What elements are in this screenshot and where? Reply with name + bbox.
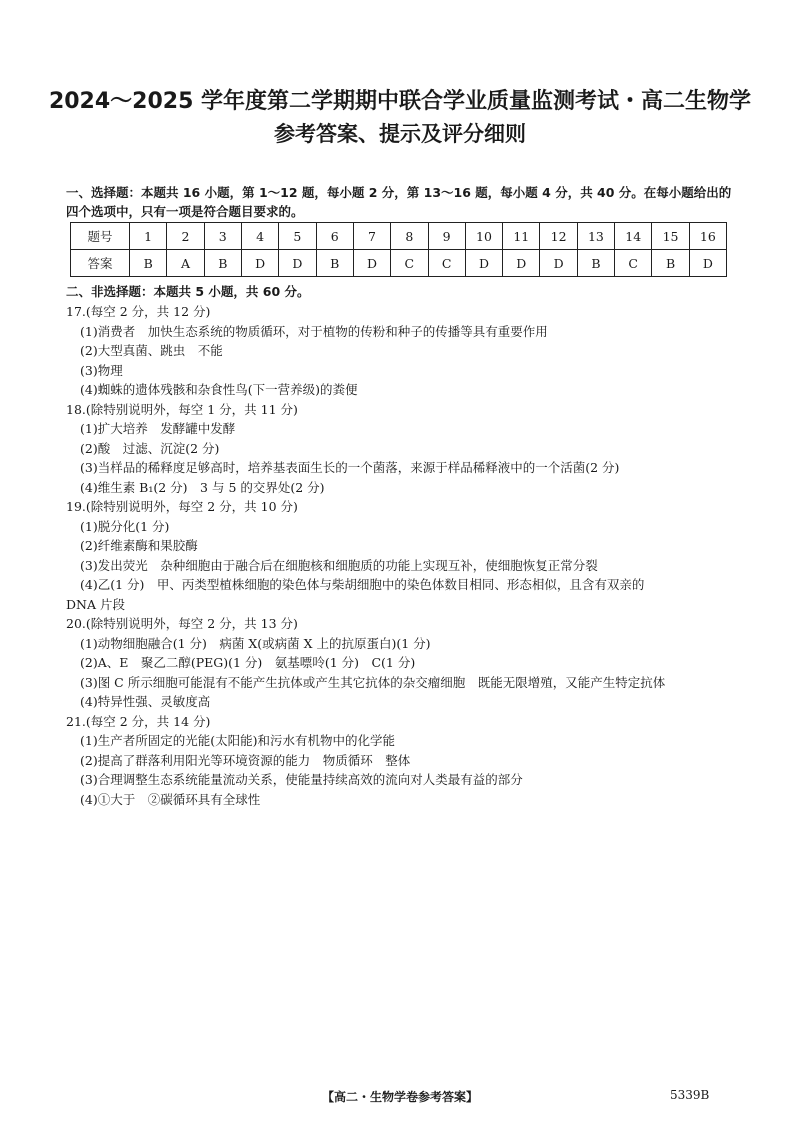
page-subtitle: 参考答案、提示及评分细则 xyxy=(274,122,526,146)
answer-line: (3)发出荧光 杂种细胞由于融合后在细胞核和细胞质的功能上实现互补，使细胞恢复正常分裂 xyxy=(80,557,598,573)
question-number-cell: 10 xyxy=(465,223,502,250)
answer-line: (1)脱分化(1 分) xyxy=(80,518,170,534)
answer-line: (2)提高了群落利用阳光等环境资源的能力 物质循环 整体 xyxy=(80,752,411,768)
answer-cell: D xyxy=(353,250,390,277)
question-number-cell: 9 xyxy=(428,223,465,250)
question-number-cell: 16 xyxy=(689,223,726,250)
answer-cell: B xyxy=(577,250,614,277)
page-footer: 【高二・生物学卷参考答案】 xyxy=(321,1090,478,1104)
question-number-cell: 4 xyxy=(241,223,278,250)
question-number-cell: 11 xyxy=(503,223,540,250)
section-2-heading: 二、非选择题：本题共 5 小题，共 60 分。 xyxy=(66,284,310,299)
answer-line: (1)生产者所固定的光能(太阳能)和污水有机物中的化学能 xyxy=(80,733,395,748)
answer-cell: B xyxy=(652,250,689,277)
paper-code: 5339B xyxy=(670,1088,710,1102)
answer-line: (2)纤维素酶和果胶酶 xyxy=(80,538,198,553)
question-header-line: 18.(除特别说明外，每空 1 分，共 11 分) xyxy=(66,401,298,417)
answer-line: (4)乙(1 分) 甲、丙类型植株细胞的染色体与柴胡细胞中的染色体数目相同、形态相似，且含有双亲的 xyxy=(80,577,645,592)
answer-cell: D xyxy=(689,250,726,277)
answer-cell: D xyxy=(465,250,502,277)
answer-line: (4)①大于 ②碳循环具有全球性 xyxy=(80,791,261,807)
question-header-line: 19.(除特别说明外，每空 2 分，共 10 分) xyxy=(66,499,298,514)
answer-cell: C xyxy=(391,250,428,277)
answer-line: (3)图 C 所示细胞可能混有不能产生抗体或产生其它抗体的杂交瘤细胞 既能无限增殖，又能产生特定抗体 xyxy=(80,674,666,690)
section-1-heading: 一、选择题：本题共 16 小题，第 1～12 题，每小题 2 分，第 13～16 题，每小题 4 分，共 40 分。在每小题给出的四个选项中，只有一项是符合题目要求的。 xyxy=(66,185,732,219)
answer-line: (3)合理调整生态系统能量流动关系，使能量持续高效的流向对人类最有益的部分 xyxy=(80,772,523,787)
question-number-cell: 3 xyxy=(204,223,241,250)
answer-cell: B xyxy=(316,250,353,277)
answer-cell: D xyxy=(503,250,540,277)
question-number-cell: 1 xyxy=(130,223,167,250)
question-number-cell: 14 xyxy=(615,223,652,250)
answer-line: (2)A、E 聚乙二醇(PEG)(1 分) 氨基嘌呤(1 分) C(1 分) xyxy=(80,655,416,670)
row-label-question-number: 题号 xyxy=(71,223,130,250)
answer-line: (4)蜘蛛的遗体残骸和杂食性鸟(下一营养级)的粪便 xyxy=(80,382,358,397)
question-number-row xyxy=(71,223,727,250)
question-number-cell: 12 xyxy=(540,223,577,250)
answer-line: (1)消费者 加快生态系统的物质循环，对于植物的传粉和种子的传播等具有重要作用 xyxy=(80,323,548,339)
answer-line: (4)维生素 B₁(2 分) 3 与 5 的交界处(2 分) xyxy=(80,479,325,495)
question-number-cell: 7 xyxy=(353,223,390,250)
answer-line: (1)扩大培养 发酵罐中发酵 xyxy=(80,421,236,436)
answer-cell: B xyxy=(130,250,167,277)
answer-line: (2)大型真菌、跳虫 不能 xyxy=(80,343,223,358)
answer-cell: D xyxy=(279,250,316,277)
row-label-answer: 答案 xyxy=(71,250,130,277)
answer-table xyxy=(70,222,727,277)
answer-line: (1)动物细胞融合(1 分) 病菌 X(或病菌 X 上的抗原蛋白)(1 分) xyxy=(80,635,431,651)
question-number-cell: 2 xyxy=(167,223,204,250)
question-header-line: 20.(除特别说明外，每空 2 分，共 13 分) xyxy=(66,616,298,631)
answer-line: (2)酸 过滤、沉淀(2 分) xyxy=(80,440,220,456)
answer-body xyxy=(66,302,746,809)
answer-cell: A xyxy=(167,250,204,277)
answer-line: (3)当样品的稀释度足够高时，培养基表面生长的一个菌落，来源于样品稀释液中的一个活菌(2 分) xyxy=(80,460,620,475)
answer-cell: C xyxy=(615,250,652,277)
question-number-cell: 6 xyxy=(316,223,353,250)
question-number-cell: 13 xyxy=(577,223,614,250)
answer-cell: B xyxy=(204,250,241,277)
question-header-line: DNA 片段 xyxy=(66,596,125,612)
answer-row xyxy=(71,250,727,277)
answer-cell: D xyxy=(241,250,278,277)
page-title: 2024～2025 学年度第二学期期中联合学业质量监测考试・高二生物学 xyxy=(48,89,752,114)
answer-cell: C xyxy=(428,250,465,277)
answer-line: (4)特异性强、灵敏度高 xyxy=(80,694,211,709)
question-number-cell: 5 xyxy=(279,223,316,250)
question-header-line: 17.(每空 2 分，共 12 分) xyxy=(66,304,211,319)
question-number-cell: 15 xyxy=(652,223,689,250)
answer-cell: D xyxy=(540,250,577,277)
answer-line: (3)物理 xyxy=(80,362,123,378)
question-number-cell: 8 xyxy=(391,223,428,250)
question-header-line: 21.(每空 2 分，共 14 分) xyxy=(66,713,211,729)
